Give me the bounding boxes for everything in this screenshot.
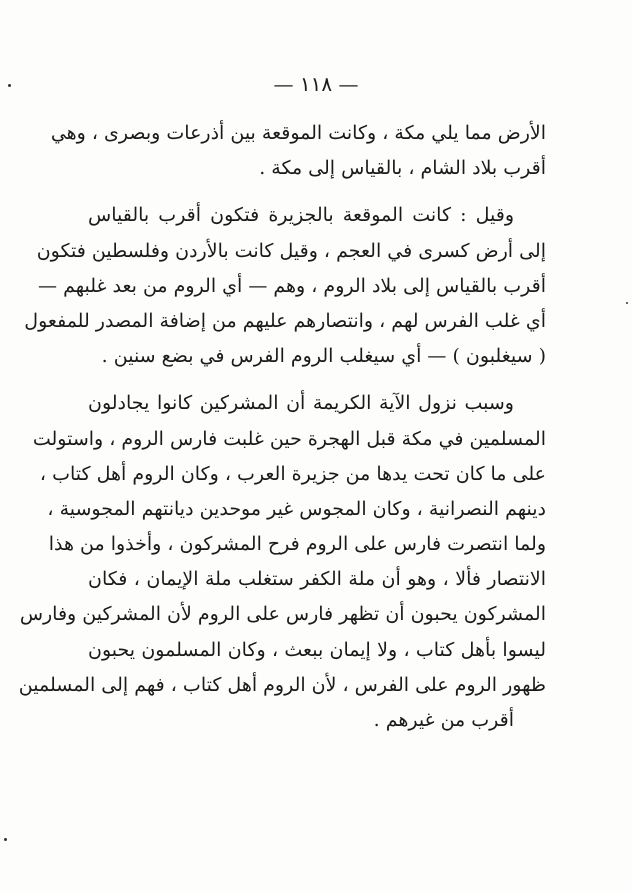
- text-line: وقيل : كانت الموقعة بالجزيرة فتكون أقرب بالقياس: [88, 204, 514, 227]
- scan-speck: [626, 302, 628, 304]
- text-line: أقرب بلاد الشام ، بالقياس إلى مكة .: [259, 157, 546, 180]
- text-line: المسلمين في مكة قبل الهجرة حين غلبت فارس الروم ، واستولت: [32, 427, 546, 450]
- text-line: إلى أرض كسرى في العجم ، وقيل كانت بالأردن وفلسطين فتكون: [36, 239, 546, 262]
- text-line: ( سيغلبون ) — أي سيغلب الروم الفرس في بضع سنين .: [101, 345, 546, 368]
- text-line: ولما انتصرت فارس على الروم فرح المشركون ، وأخذوا من هذا: [48, 533, 546, 556]
- text-line: دينهم النصرانية ، وكان المجوس غير موحدين ديانتهم المجوسية ،: [47, 497, 546, 520]
- text-line: المشركون يحبون أن تظهر فارس على الروم لأن المشركين وفارس: [19, 603, 546, 626]
- paragraph-1: [50, 116, 546, 186]
- text-line: وسبب نزول الآية الكريمة أن المشركين كانوا يجادلون: [88, 392, 514, 415]
- text-line: ليسوا بأهل كتاب ، ولا إيمان ببعث ، وكان المسلمون يحبون: [88, 638, 546, 661]
- page-number: — ١١٨ —: [273, 72, 359, 96]
- text-line: على ما كان تحت يدها من جزيرة العرب ، وكان الروم أهل كتاب ،: [39, 462, 546, 485]
- text-line: الأرض مما يلي مكة ، وكانت الموقعة بين أذرعات وبصرى ، وهي: [50, 122, 546, 144]
- text-line: أقرب بالقياس إلى بلاد الروم ، وهم — أي الروم من بعد غلبهم —: [38, 274, 546, 297]
- text-line: أي غلب الفرس لهم ، وانتصارهم عليهم من إضافة المصدر للمفعول: [24, 309, 546, 332]
- scan-speck: [4, 838, 7, 841]
- body-text: [18, 116, 546, 738]
- paragraph-2: [24, 198, 546, 374]
- scan-speck: [8, 84, 11, 87]
- text-line: ظهور الروم على الفرس ، لأن الروم أهل كتاب ، فهم إلى المسلمين: [18, 673, 546, 696]
- paragraph-3: [18, 386, 546, 738]
- text-line: أقرب من غيرهم .: [373, 709, 514, 731]
- text-line: الانتصار فألا ، وهو أن ملة الكفر ستغلب ملة الإيمان ، فكان: [88, 568, 546, 591]
